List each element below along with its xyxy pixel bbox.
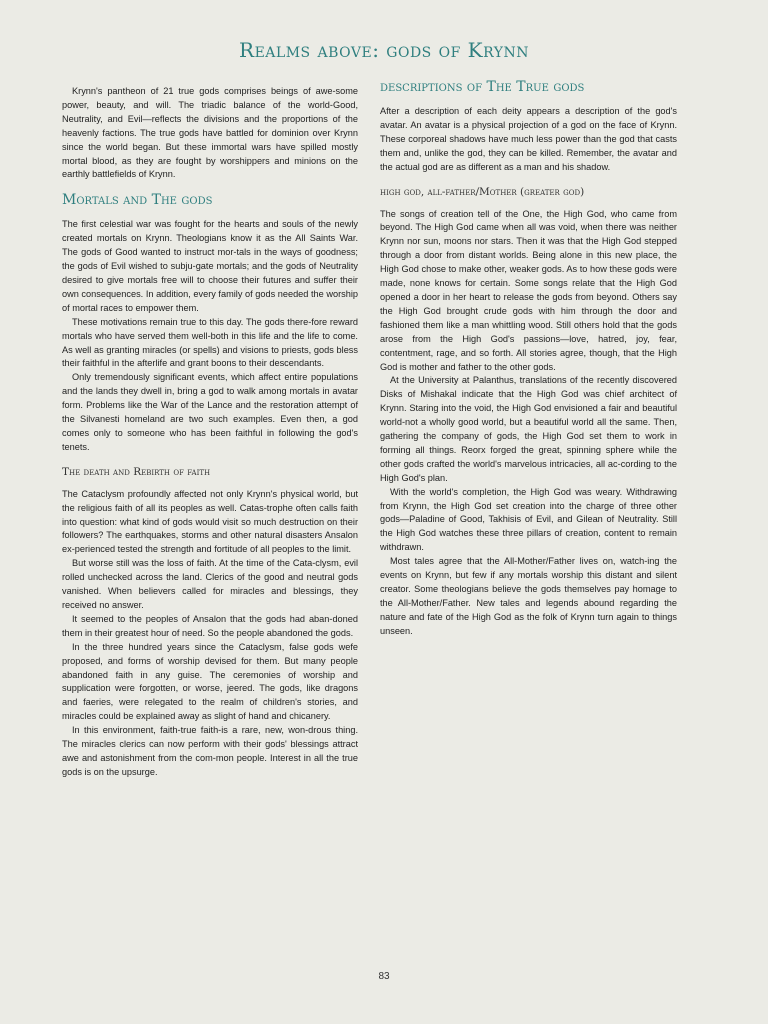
section-heading-descriptions: descriptions of The True gods	[380, 79, 585, 95]
body-paragraph: The first celestial war was fought for the hearts and souls of the newly created mortals on Krynn. Theologians know it as the All Saints War. The gods of Good wanted to instruct mor-tals in the ways of goodness; the gods of Evil wished to subju-gate mortals; and the gods of Neutrality desired to give mortals free will to choose their futures and suffer their own consequences. In addition, every family of gods needed the worship of mortal races to empower them.	[62, 219, 358, 313]
body-paragraph: After a description of each deity appears a description of the god's avatar. An avatar is a physical projection of a god on the face of Krynn. These corporeal shadows have much less power than the god that casts them and, unlike the god, they can be killed. Remember, the avatar and the actual god are as different as a man and his shadow.	[380, 106, 677, 172]
body-paragraph: The Cataclysm profoundly affected not only Krynn's physical world, but the religious faith of all its peoples as well. Catas-trophe often calls faith into question: what kind of gods would visit so much destruction on their followers? The earthquakes, storms and other natural disasters Ansalon ex-perienced tested the strength and fortitude of all peoples to the limit.	[62, 488, 358, 555]
body-paragraph: Only tremendously significant events, which affect entire populations and the lands they dwell in, bring a god to walk among mortals in avatar form. Problems like the War of the Lance and the restoration attempt of the Silvanesti homeland are two such examples. Even then, a god comes only to someone who has been faithful in following the god's tenets.	[62, 372, 358, 452]
right-column	[380, 78, 677, 639]
section-heading-faith: The death and Rebirth of faith	[62, 465, 211, 478]
body-paragraph: Most tales agree that the All-Mother/Father lives on, watch-ing the events on Krynn, but few if any mortals worship this distant and silent creator. Some theologians believe the gods themselves pay homage to the All-Mother/Father. New tales and legends abound regarding the nature and fate of the High God as the folk of Krynn turn again to things unseen.	[380, 556, 677, 636]
body-paragraph: These motivations remain true to this day. The gods there-fore reward mortals who have served them well-both in this life and the life to come. As well as granting miracles (or spells) and visions to priests, gods bless their faithful in the afterlife and grant boons to their descendants.	[62, 316, 358, 369]
intro-paragraph: Krynn's pantheon of 21 true gods comprises beings of awe-some power, beauty, and will. The triadic balance of the world-Good, Neutrality, and Evil—reflects the divisions and the proportions of the heavenly factions. The true gods have battled for dominion over Krynn since the world began. But these immortal wars have spilled mostly mortal blood, as they are fought by worshippers and minions on the earthly battlefields of Krynn.	[62, 86, 358, 180]
body-paragraph: It seemed to the peoples of Ansalon that the gods had aban-doned them in their greatest hour of need. So the people abandoned the gods.	[62, 613, 358, 638]
page-title: Realms above: gods of Krynn	[239, 38, 529, 62]
left-column	[62, 78, 358, 780]
body-paragraph: With the world's completion, the High God was weary. Withdrawing from Krynn, the High God set creation into the charge of three other gods—Paladine of Good, Takhisis of Evil, and Gilean of Neutrality. Still the High God watches these three pillars of creation, content to remain withdrawn.	[380, 486, 677, 553]
body-paragraph: In the three hundred years since the Cataclysm, false gods wefe proposed, and forms of worship devised for them. But many people abandoned faith in any guise. The ceremonies of worship and supplication were forgotten, or worse, jeered. The gods, like dragons and faeries, were relegated to the realm of children's stories, and miracles could be explained away as slight of hand and chicanery.	[62, 641, 358, 722]
section-heading-mortals: Mortals and The gods	[62, 192, 213, 209]
page-number: 83	[378, 971, 390, 982]
body-paragraph: The songs of creation tell of the One, the High God, who came from beyond. The High God came when all was void, when there was neither Krynn nor sun, moons nor stars. Then it was that the High God stepped through a door from distant worlds. Being alone in this new place, the High God chose to make other, weaker gods. As to how these gods were made, none knows for certain. Some songs relate that the High God opened a door in her heart to release the gods from beyond. Others say the High God brought crude gods with him through the door and fashioned them like a man whittling wood. Still others hold that the gods arose from the High God's passions—love, hatred, joy, fear, contentment, rage, and so forth. All stories agree, though, that the High God is mother and father to the other gods.	[380, 208, 677, 372]
body-paragraph: In this environment, faith-true faith-is a rare, new, won-drous thing. The miracles clerics can now perform with their gods' blessings attract awe and astonishment from the com-mon people. Interest in all the true gods is on the upsurge.	[62, 725, 358, 777]
body-paragraph: At the University at Palanthus, translations of the recently discovered Disks of Mishakal indicate that the High God was chief architect of Krynn. Staring into the void, the High God envisioned a fair and beautiful world-not a wholly good world, but a beautiful world all the same. Then, gathering the company of gods, the High God set them to work in forming all things. Reorx forged the great, spinning sphere while the other gods crafted the world's marvelous intricacies, all ac-cording to the High God's plan.	[380, 375, 677, 483]
body-paragraph: But worse still was the loss of faith. At the time of the Cata-clysm, evil rolled unchecked across the land. Clerics of the good and neutral gods vanished. When believers called for miracles and blessings, they received no answer.	[62, 558, 358, 610]
section-heading-high-god: high god, all-father/Mother (greater god)	[380, 185, 585, 198]
